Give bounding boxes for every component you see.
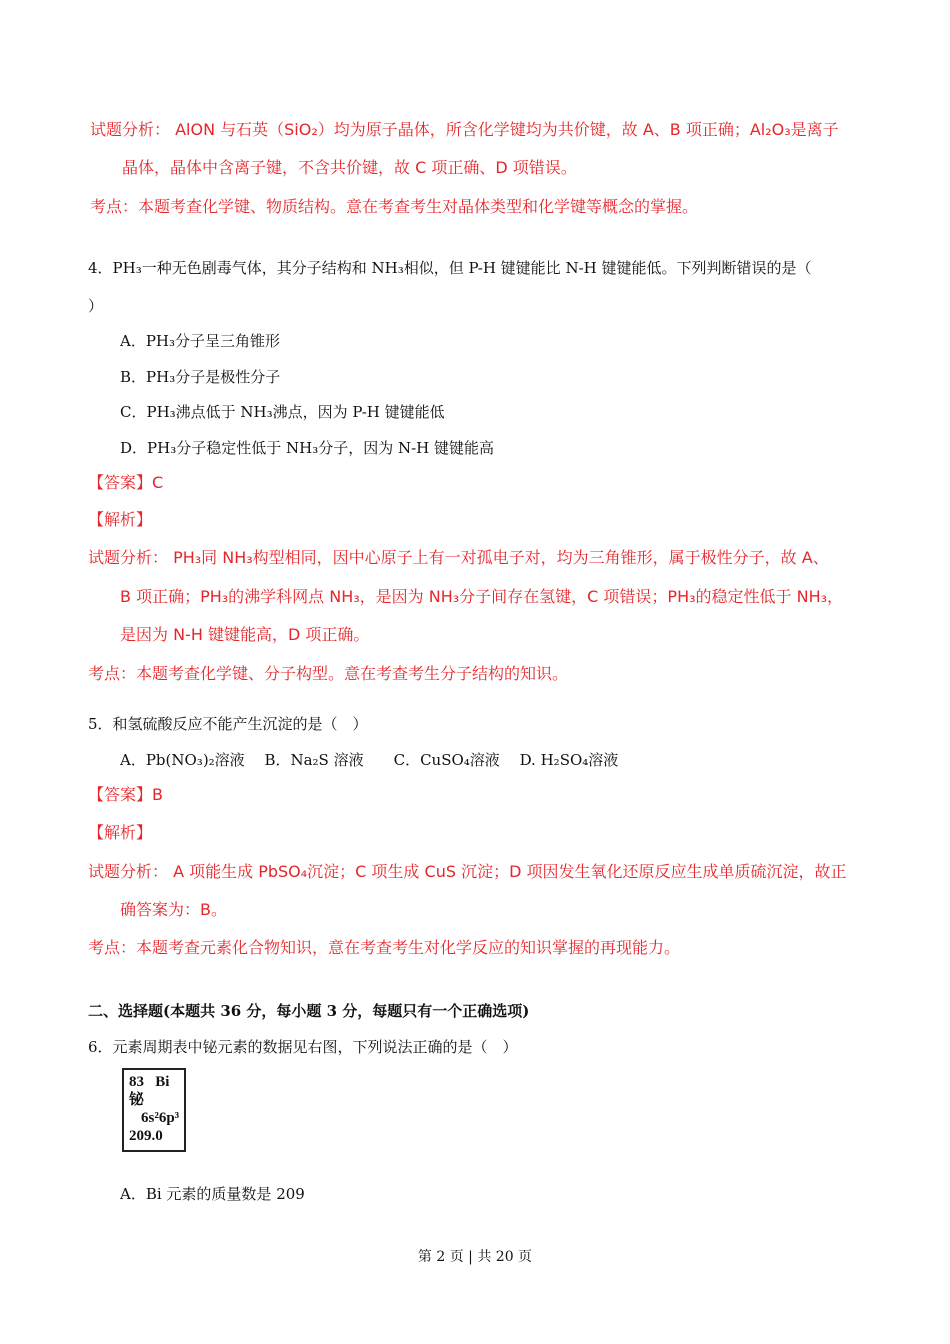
page-footer: 第 2 页 | 共 20 页	[417, 1249, 533, 1265]
atomic-mass: 209.0	[129, 1128, 163, 1144]
q5-answer: 【答案】B	[88, 785, 163, 804]
q4-stem-line2: ）	[88, 297, 104, 315]
q5-analysis-line1: 试题分析： A 项能生成 PbSO₄沉淀；C 项生成 CuS 沉淀；D 项因发生氧化还原反应生成单质硫沉淀，故正	[88, 862, 847, 881]
q3-exam-point: 考点：本题考查化学键、物质结构。意在考查考生对晶体类型和化学键等概念的掌握。	[90, 197, 699, 216]
q4-analysis-line1: 试题分析： PH₃同 NH₃构型相同，因中心原子上有一对孤电子对，均为三角锥形，属于极性分子，故 A、	[88, 548, 829, 567]
q5-explain-label: 【解析】	[88, 823, 153, 842]
q3-analysis-line2: 晶体，晶体中含离子键，不含共价键，故 C 项正确、D 项错误。	[122, 158, 577, 177]
q4-option-d: D．PH₃分子稳定性低于 NH₃分子，因为 N-H 键键能高	[120, 439, 495, 457]
q3-analysis-line1: 试题分析： AlON 与石英（SiO₂）均为原子晶体，所含化学键均为共价键，故 A、B 项正确；Al₂O₃是离子	[90, 120, 839, 139]
q6-stem: 6．元素周期表中铋元素的数据见右图，下列说法正确的是（ ）	[88, 1038, 518, 1056]
atomic-number: 83	[129, 1074, 144, 1090]
element-symbol: Bi	[155, 1074, 170, 1090]
q4-explain-label: 【解析】	[88, 510, 153, 529]
section-heading: 二、选择题(本题共 36 分，每小题 3 分，每题只有一个正确选项)	[88, 1002, 530, 1020]
q4-exam-point: 考点：本题考查化学键、分子构型。意在考查考生分子结构的知识。	[88, 664, 569, 683]
q4-stem-line1: 4．PH₃一种无色剧毒气体，其分子结构和 NH₃相似，但 P-H 键键能比 N-H 键键能低。下列判断错误的是（	[88, 259, 812, 277]
q5-stem: 5．和氢硫酸反应不能产生沉淀的是（ ）	[88, 715, 368, 733]
q4-analysis-line2: B 项正确；PH₃的沸学科网点 NH₃，是因为 NH₃分子间存在氢键，C 项错误；PH₃的稳定性低于 NH₃，	[120, 587, 844, 606]
q5-exam-point: 考点：本题考查元素化合物知识，意在考查考生对化学反应的知识掌握的再现能力。	[88, 938, 681, 957]
q4-option-a: A．PH₃分子呈三角锥形	[120, 332, 281, 350]
q5-options: A．Pb(NO₃)₂溶液 B．Na₂S 溶液 C．CuSO₄溶液 D. H₂SO₄溶液	[120, 751, 619, 769]
electron-config: 6s²6p³	[141, 1110, 180, 1126]
q4-analysis-line3: 是因为 N-H 键键能高，D 项正确。	[120, 625, 370, 644]
q4-option-b: B．PH₃分子是极性分子	[120, 368, 281, 386]
q4-answer: 【答案】C	[88, 473, 164, 492]
element-card-bismuth	[122, 1068, 186, 1152]
q6-option-a: A．Bi 元素的质量数是 209	[120, 1185, 305, 1203]
q4-option-c: C．PH₃沸点低于 NH₃沸点，因为 P-H 键键能低	[120, 403, 445, 421]
q5-analysis-line2: 确答案为：B。	[120, 900, 227, 919]
element-name: 铋	[129, 1092, 145, 1108]
